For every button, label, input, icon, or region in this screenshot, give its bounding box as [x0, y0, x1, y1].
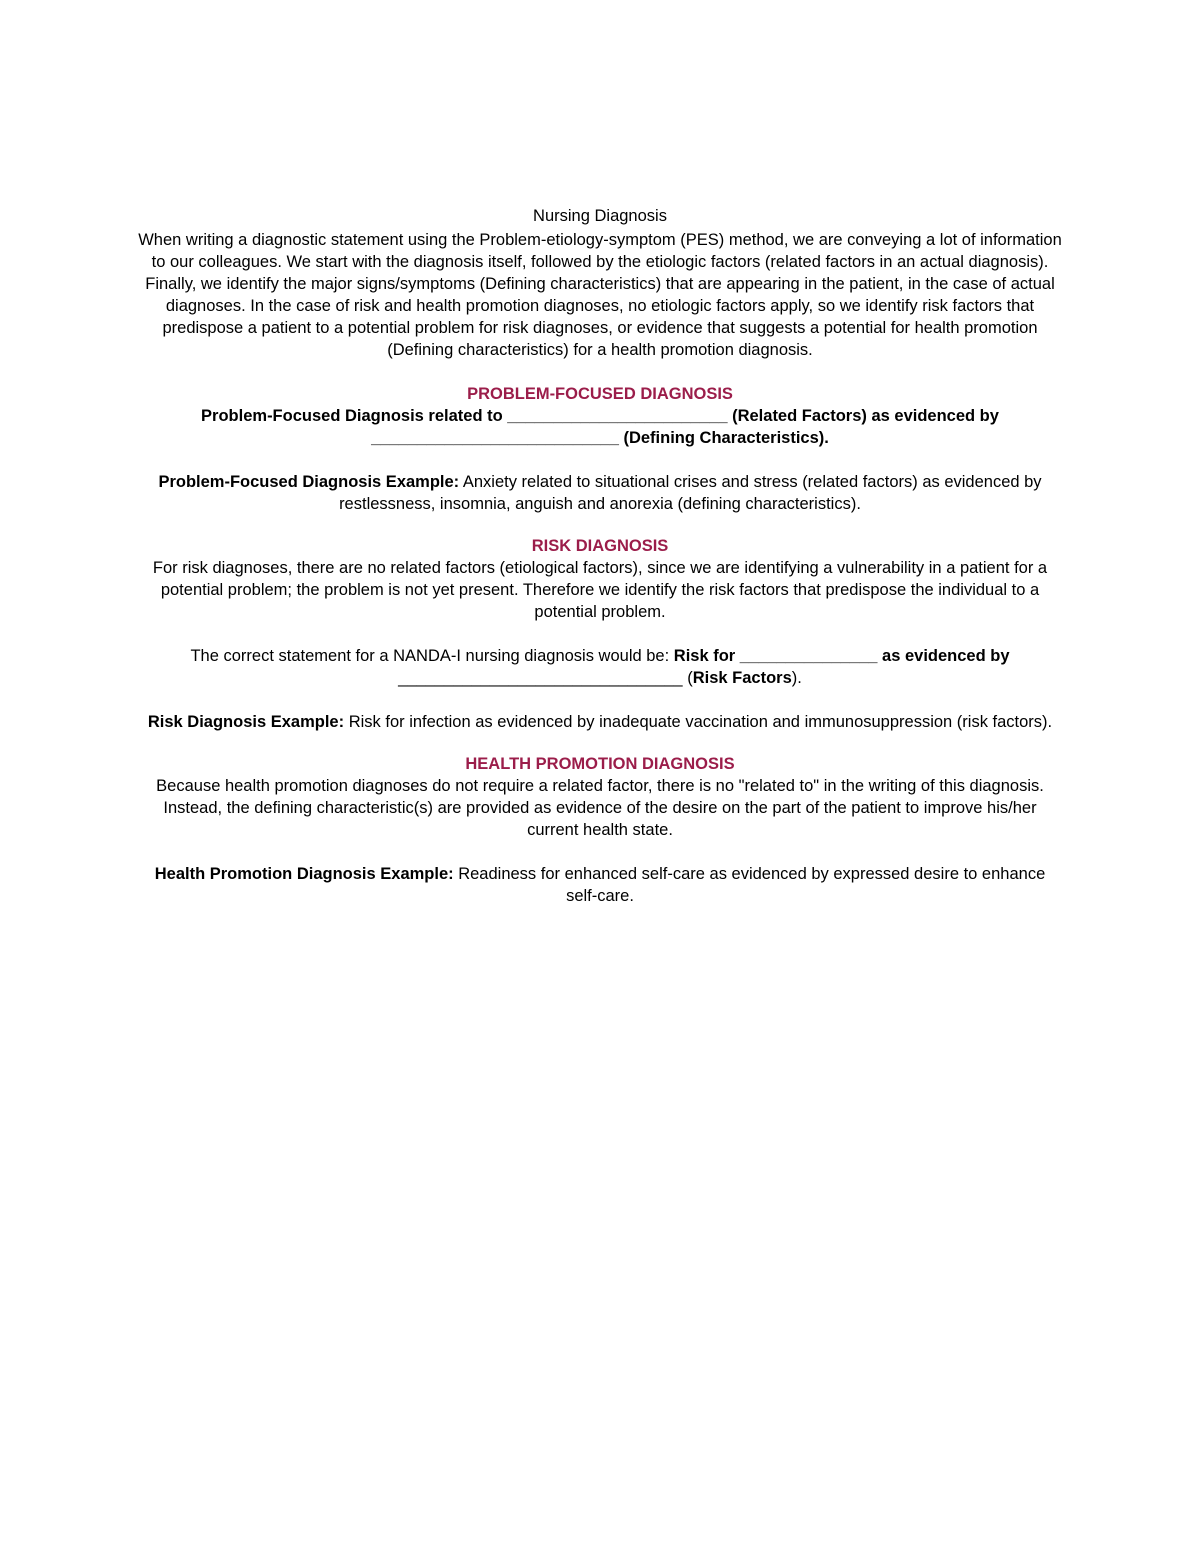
health-promotion-body: Because health promotion diagnoses do not require a related factor, there is no "related to" in the writing of this diagnosis. Instead, the defining characteristic(s) are provided as evidence of the desire on the part of the patient to improve his/her current health state. [156, 777, 1044, 839]
problem-focused-heading: PROBLEM-FOCUSED DIAGNOSIS [467, 385, 733, 403]
health-promotion-example [138, 863, 1062, 907]
problem-focused-template [138, 405, 1062, 449]
intro-paragraph: When writing a diagnostic statement using the Problem-etiology-symptom (PES) method, we are conveying a lot of information to our colleagues. We start with the diagnosis itself, followed by the etiologic factors (related factors in an actual diagnosis). Finally, we identify the major signs/symptoms (Defining characteristics) that are appearing in the patient, in the case of actual diagnoses. In the case of risk and health promotion diagnoses, no etiologic factors apply, so we identify risk factors that predispose a patient to a potential problem for risk diagnoses, or evidence that suggests a potential for health promotion (Defining characteristics) for a health promotion diagnosis. [138, 231, 1062, 359]
problem-example-text: Anxiety related to situational crises and stress (related factors) as evidenced by restlessness, insomnia, anguish and anorexia (defining characteristics). [339, 473, 1042, 513]
risk-statement-blank: _______________________________ ( [398, 669, 693, 687]
risk-body: For risk diagnoses, there are no related factors (etiological factors), since we are identifying a vulnerability in a patient for a potential problem; the problem is not yet present. Therefore we identify the risk factors that predispose the individual to a potential problem. [152, 559, 1048, 621]
problem-focused-example [138, 471, 1062, 515]
problem-template-line-2: ___________________________ (Defining Characteristics). [371, 429, 829, 447]
problem-template-line-1: Problem-Focused Diagnosis related to ________________________ (Related Factors) as evidenced by [201, 407, 999, 425]
health-example-label: Health Promotion Diagnosis Example: [154, 865, 454, 883]
risk-example-label: Risk Diagnosis Example: [147, 713, 345, 731]
health-promotion-heading: HEALTH PROMOTION DIAGNOSIS [465, 755, 735, 773]
health-example-text: Readiness for enhanced self-care as evidenced by expressed desire to enhance self-care. [453, 865, 1046, 905]
document-page [138, 203, 1062, 907]
risk-statement-end: ). [791, 669, 802, 687]
document-title: Nursing Diagnosis [533, 207, 667, 225]
risk-example-text: Risk for infection as evidenced by inadequate vaccination and immunosuppression (risk factors). [344, 713, 1053, 731]
risk-statement [138, 645, 1062, 689]
risk-example [138, 711, 1062, 733]
problem-example-label: Problem-Focused Diagnosis Example: [158, 473, 460, 491]
risk-statement-prefix: The correct statement for a NANDA-I nursing diagnosis would be: [190, 647, 674, 665]
risk-factors-label: Risk Factors [692, 669, 792, 687]
risk-statement-bold: Risk for _______________ as evidenced by [673, 647, 1010, 665]
risk-heading: RISK DIAGNOSIS [531, 537, 669, 555]
